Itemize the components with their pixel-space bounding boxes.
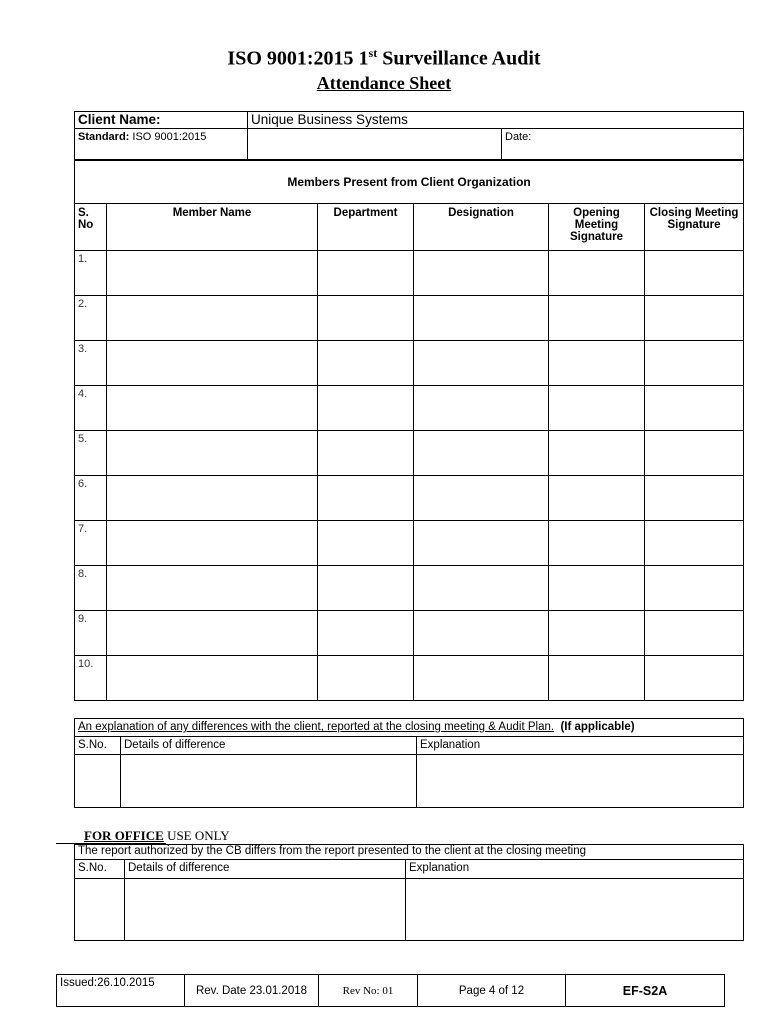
client-name-value: Unique Business Systems bbox=[248, 112, 744, 129]
differences-cell-sno bbox=[75, 755, 121, 808]
opening-signature-cell bbox=[549, 656, 645, 701]
department-cell bbox=[318, 386, 414, 431]
opening-signature-cell bbox=[549, 611, 645, 656]
table-row bbox=[75, 341, 744, 386]
department-cell bbox=[318, 341, 414, 386]
footer-code: EF-S2A bbox=[566, 975, 725, 1007]
office-label-underlined: FOR OFFICE bbox=[84, 828, 164, 843]
table-row bbox=[75, 476, 744, 521]
member-name-cell bbox=[107, 656, 318, 701]
standard-label: Standard: bbox=[78, 131, 130, 143]
row-number: 6. bbox=[75, 476, 107, 521]
table-row bbox=[75, 251, 744, 296]
designation-cell bbox=[414, 566, 549, 611]
col-header-opening-signature: Opening Meeting Signature bbox=[549, 204, 645, 251]
office-col-sno: S.No. bbox=[75, 860, 125, 879]
opening-signature-cell bbox=[549, 431, 645, 476]
differences-col-explanation: Explanation bbox=[417, 737, 744, 755]
differences-col-sno: S.No. bbox=[75, 737, 121, 755]
differences-caption-note: (If applicable) bbox=[560, 721, 635, 733]
office-cell-sno bbox=[75, 879, 125, 941]
differences-cell-explanation bbox=[417, 755, 744, 808]
row-number: 8. bbox=[75, 566, 107, 611]
designation-cell bbox=[414, 611, 549, 656]
opening-signature-cell bbox=[549, 251, 645, 296]
office-table bbox=[74, 844, 744, 941]
document-title: ISO 9001:2015 1st Surveillance Audit bbox=[227, 46, 541, 70]
opening-signature-cell bbox=[549, 386, 645, 431]
closing-signature-cell bbox=[645, 296, 744, 341]
department-cell bbox=[318, 521, 414, 566]
opening-signature-cell bbox=[549, 476, 645, 521]
member-name-cell bbox=[107, 611, 318, 656]
col-header-sno: S. No bbox=[75, 204, 107, 251]
designation-cell bbox=[414, 386, 549, 431]
member-name-cell bbox=[107, 386, 318, 431]
opening-signature-cell bbox=[549, 521, 645, 566]
member-name-cell bbox=[107, 521, 318, 566]
office-label-rest: USE ONLY bbox=[163, 828, 230, 843]
row-number: 4. bbox=[75, 386, 107, 431]
member-name-cell bbox=[107, 431, 318, 476]
date-label: Date: bbox=[505, 131, 532, 143]
office-col-explanation: Explanation bbox=[406, 860, 744, 879]
member-name-cell bbox=[107, 341, 318, 386]
col-header-department: Department bbox=[318, 204, 414, 251]
standard-value: ISO 9001:2015 bbox=[129, 131, 207, 143]
differences-col-details: Details of difference bbox=[121, 737, 417, 755]
department-cell bbox=[318, 251, 414, 296]
designation-cell bbox=[414, 341, 549, 386]
row-number: 5. bbox=[75, 431, 107, 476]
designation-cell bbox=[414, 656, 549, 701]
row-number: 10. bbox=[75, 656, 107, 701]
table-row bbox=[75, 431, 744, 476]
differences-table bbox=[74, 718, 744, 808]
closing-signature-cell bbox=[645, 431, 744, 476]
footer-rev-no: Rev No: 01 bbox=[319, 975, 418, 1007]
member-name-cell bbox=[107, 296, 318, 341]
office-use-label bbox=[84, 828, 230, 844]
department-cell bbox=[318, 656, 414, 701]
footer-rev-date: Rev. Date 23.01.2018 bbox=[185, 975, 319, 1007]
footer-issued: Issued:26.10.2015 bbox=[57, 975, 185, 1007]
row-number: 9. bbox=[75, 611, 107, 656]
department-cell bbox=[318, 431, 414, 476]
table-row bbox=[75, 566, 744, 611]
row-number: 1. bbox=[75, 251, 107, 296]
standard-cell bbox=[75, 129, 248, 160]
closing-signature-cell bbox=[645, 476, 744, 521]
closing-signature-cell bbox=[645, 386, 744, 431]
member-name-cell bbox=[107, 476, 318, 521]
table-row bbox=[75, 296, 744, 341]
closing-signature-cell bbox=[645, 521, 744, 566]
footer-table bbox=[56, 974, 725, 1007]
department-cell bbox=[318, 476, 414, 521]
table-row bbox=[75, 611, 744, 656]
closing-signature-cell bbox=[645, 341, 744, 386]
date-cell bbox=[502, 129, 744, 160]
client-info-table bbox=[74, 111, 744, 160]
member-name-cell bbox=[107, 566, 318, 611]
col-header-designation: Designation bbox=[414, 204, 549, 251]
col-header-member-name: Member Name bbox=[107, 204, 318, 251]
member-name-cell bbox=[107, 251, 318, 296]
designation-cell bbox=[414, 431, 549, 476]
standard-blank-cell bbox=[248, 129, 502, 160]
office-cell-explanation bbox=[406, 879, 744, 941]
differences-cell-details bbox=[121, 755, 417, 808]
footer-page: Page 4 of 12 bbox=[418, 975, 566, 1007]
table-row bbox=[75, 386, 744, 431]
row-number: 2. bbox=[75, 296, 107, 341]
members-table bbox=[74, 160, 744, 701]
members-section-title: Members Present from Client Organization bbox=[75, 161, 744, 204]
table-row bbox=[75, 656, 744, 701]
row-number: 7. bbox=[75, 521, 107, 566]
opening-signature-cell bbox=[549, 296, 645, 341]
office-caption: The report authorized by the CB differs from the report presented to the client at the closing meeting bbox=[75, 845, 744, 860]
client-name-label: Client Name: bbox=[75, 112, 248, 129]
closing-signature-cell bbox=[645, 251, 744, 296]
designation-cell bbox=[414, 251, 549, 296]
differences-caption bbox=[75, 719, 744, 737]
department-cell bbox=[318, 611, 414, 656]
document-subtitle: Attendance Sheet bbox=[316, 73, 452, 93]
designation-cell bbox=[414, 296, 549, 341]
row-number: 3. bbox=[75, 341, 107, 386]
closing-signature-cell bbox=[645, 611, 744, 656]
department-cell bbox=[318, 566, 414, 611]
designation-cell bbox=[414, 476, 549, 521]
closing-signature-cell bbox=[645, 656, 744, 701]
department-cell bbox=[318, 296, 414, 341]
closing-signature-cell bbox=[645, 566, 744, 611]
table-row bbox=[75, 521, 744, 566]
opening-signature-cell bbox=[549, 341, 645, 386]
opening-signature-cell bbox=[549, 566, 645, 611]
office-cell-details bbox=[125, 879, 406, 941]
differences-caption-text: An explanation of any differences with the client, reported at the closing meeting & Audit Plan. bbox=[78, 721, 555, 733]
col-header-closing-signature: Closing Meeting Signature bbox=[645, 204, 744, 251]
office-col-details: Details of difference bbox=[125, 860, 406, 879]
designation-cell bbox=[414, 521, 549, 566]
